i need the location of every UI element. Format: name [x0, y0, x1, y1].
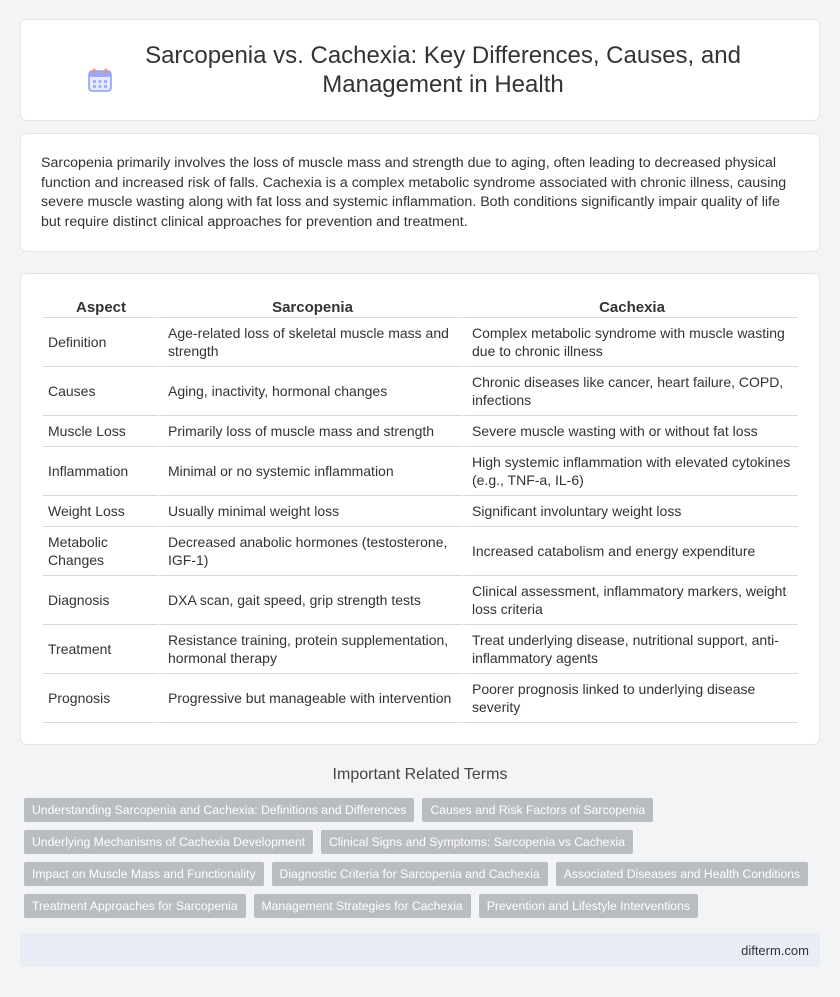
table-row — [43, 527, 798, 576]
table-cell-aspect: Inflammation — [43, 447, 159, 496]
header-card — [20, 19, 820, 121]
page-title: Sarcopenia vs. Cachexia: Key Differences, Causes, and Management in Health — [145, 42, 741, 98]
table-row — [43, 416, 798, 447]
table-cell-sarcopenia: Minimal or no systemic inflammation — [159, 447, 463, 496]
table-row — [43, 625, 798, 674]
table-header-row — [43, 296, 798, 318]
table-cell-aspect: Definition — [43, 318, 159, 367]
column-header-sarcopenia: Sarcopenia — [159, 296, 463, 318]
table-cell-cachexia: Clinical assessment, inflammatory markers, weight loss criteria — [463, 576, 798, 625]
related-terms-list — [24, 798, 824, 926]
intro-card — [20, 133, 820, 252]
tag-row — [24, 862, 824, 886]
table-cell-aspect: Weight Loss — [43, 496, 159, 527]
related-term-tag[interactable]: Diagnostic Criteria for Sarcopenia and Cachexia — [272, 862, 548, 886]
table-cell-aspect: Metabolic Changes — [43, 527, 159, 576]
table-cell-sarcopenia: Resistance training, protein supplementation, hormonal therapy — [159, 625, 463, 674]
table-cell-aspect: Causes — [43, 367, 159, 416]
related-term-tag[interactable]: Understanding Sarcopenia and Cachexia: Definitions and Differences — [24, 798, 414, 822]
table-cell-cachexia: Chronic diseases like cancer, heart failure, COPD, infections — [463, 367, 798, 416]
comparison-table-card — [20, 273, 820, 745]
related-term-tag[interactable]: Treatment Approaches for Sarcopenia — [24, 894, 246, 918]
comparison-table — [43, 296, 798, 723]
tag-row — [24, 830, 824, 854]
table-cell-aspect: Muscle Loss — [43, 416, 159, 447]
table-cell-cachexia: Complex metabolic syndrome with muscle wasting due to chronic illness — [463, 318, 798, 367]
footer — [20, 933, 820, 967]
related-term-tag[interactable]: Underlying Mechanisms of Cachexia Development — [24, 830, 313, 854]
tag-row — [24, 798, 824, 822]
table-cell-sarcopenia: Decreased anabolic hormones (testosterone, IGF-1) — [159, 527, 463, 576]
tag-row — [24, 894, 824, 918]
table-cell-cachexia: Increased catabolism and energy expenditure — [463, 527, 798, 576]
related-term-tag[interactable]: Causes and Risk Factors of Sarcopenia — [422, 798, 653, 822]
column-header-aspect: Aspect — [43, 296, 159, 318]
table-cell-sarcopenia: Usually minimal weight loss — [159, 496, 463, 527]
column-header-cachexia: Cachexia — [463, 296, 798, 318]
table-cell-cachexia: Severe muscle wasting with or without fat loss — [463, 416, 798, 447]
table-row — [43, 496, 798, 527]
calendar-icon — [87, 67, 113, 93]
table-row — [43, 447, 798, 496]
table-cell-sarcopenia: DXA scan, gait speed, grip strength tests — [159, 576, 463, 625]
related-term-tag[interactable]: Prevention and Lifestyle Interventions — [479, 894, 698, 918]
related-term-tag[interactable]: Impact on Muscle Mass and Functionality — [24, 862, 264, 886]
table-cell-sarcopenia: Age-related loss of skeletal muscle mass and strength — [159, 318, 463, 367]
related-term-tag[interactable]: Clinical Signs and Symptoms: Sarcopenia vs Cachexia — [321, 830, 633, 854]
table-cell-cachexia: Significant involuntary weight loss — [463, 496, 798, 527]
intro-text: Sarcopenia primarily involves the loss of muscle mass and strength due to aging, often leading to decreased physical function and increased risk of falls. Cachexia is a complex metabolic syndrome associated with chronic illness, causing severe muscle wasting along with fat loss and systemic inflammation. Both conditions significantly impair quality of life but require distinct clinical approaches for prevention and treatment. — [41, 155, 787, 230]
table-cell-sarcopenia: Progressive but manageable with intervention — [159, 674, 463, 723]
related-term-tag[interactable]: Associated Diseases and Health Conditions — [556, 862, 808, 886]
table-cell-aspect: Diagnosis — [43, 576, 159, 625]
table-cell-aspect: Treatment — [43, 625, 159, 674]
table-row — [43, 318, 798, 367]
table-row — [43, 674, 798, 723]
table-row — [43, 367, 798, 416]
table-cell-cachexia: High systemic inflammation with elevated cytokines (e.g., TNF-a, IL-6) — [463, 447, 798, 496]
related-terms-title: Important Related Terms — [332, 766, 508, 783]
table-row — [43, 576, 798, 625]
table-cell-sarcopenia: Primarily loss of muscle mass and strength — [159, 416, 463, 447]
table-cell-aspect: Prognosis — [43, 674, 159, 723]
table-cell-cachexia: Poorer prognosis linked to underlying disease severity — [463, 674, 798, 723]
table-cell-sarcopenia: Aging, inactivity, hormonal changes — [159, 367, 463, 416]
table-cell-cachexia: Treat underlying disease, nutritional support, anti-inflammatory agents — [463, 625, 798, 674]
related-term-tag[interactable]: Management Strategies for Cachexia — [254, 894, 471, 918]
footer-site-link[interactable]: difterm.com — [741, 942, 809, 958]
title-wrap — [21, 41, 819, 99]
